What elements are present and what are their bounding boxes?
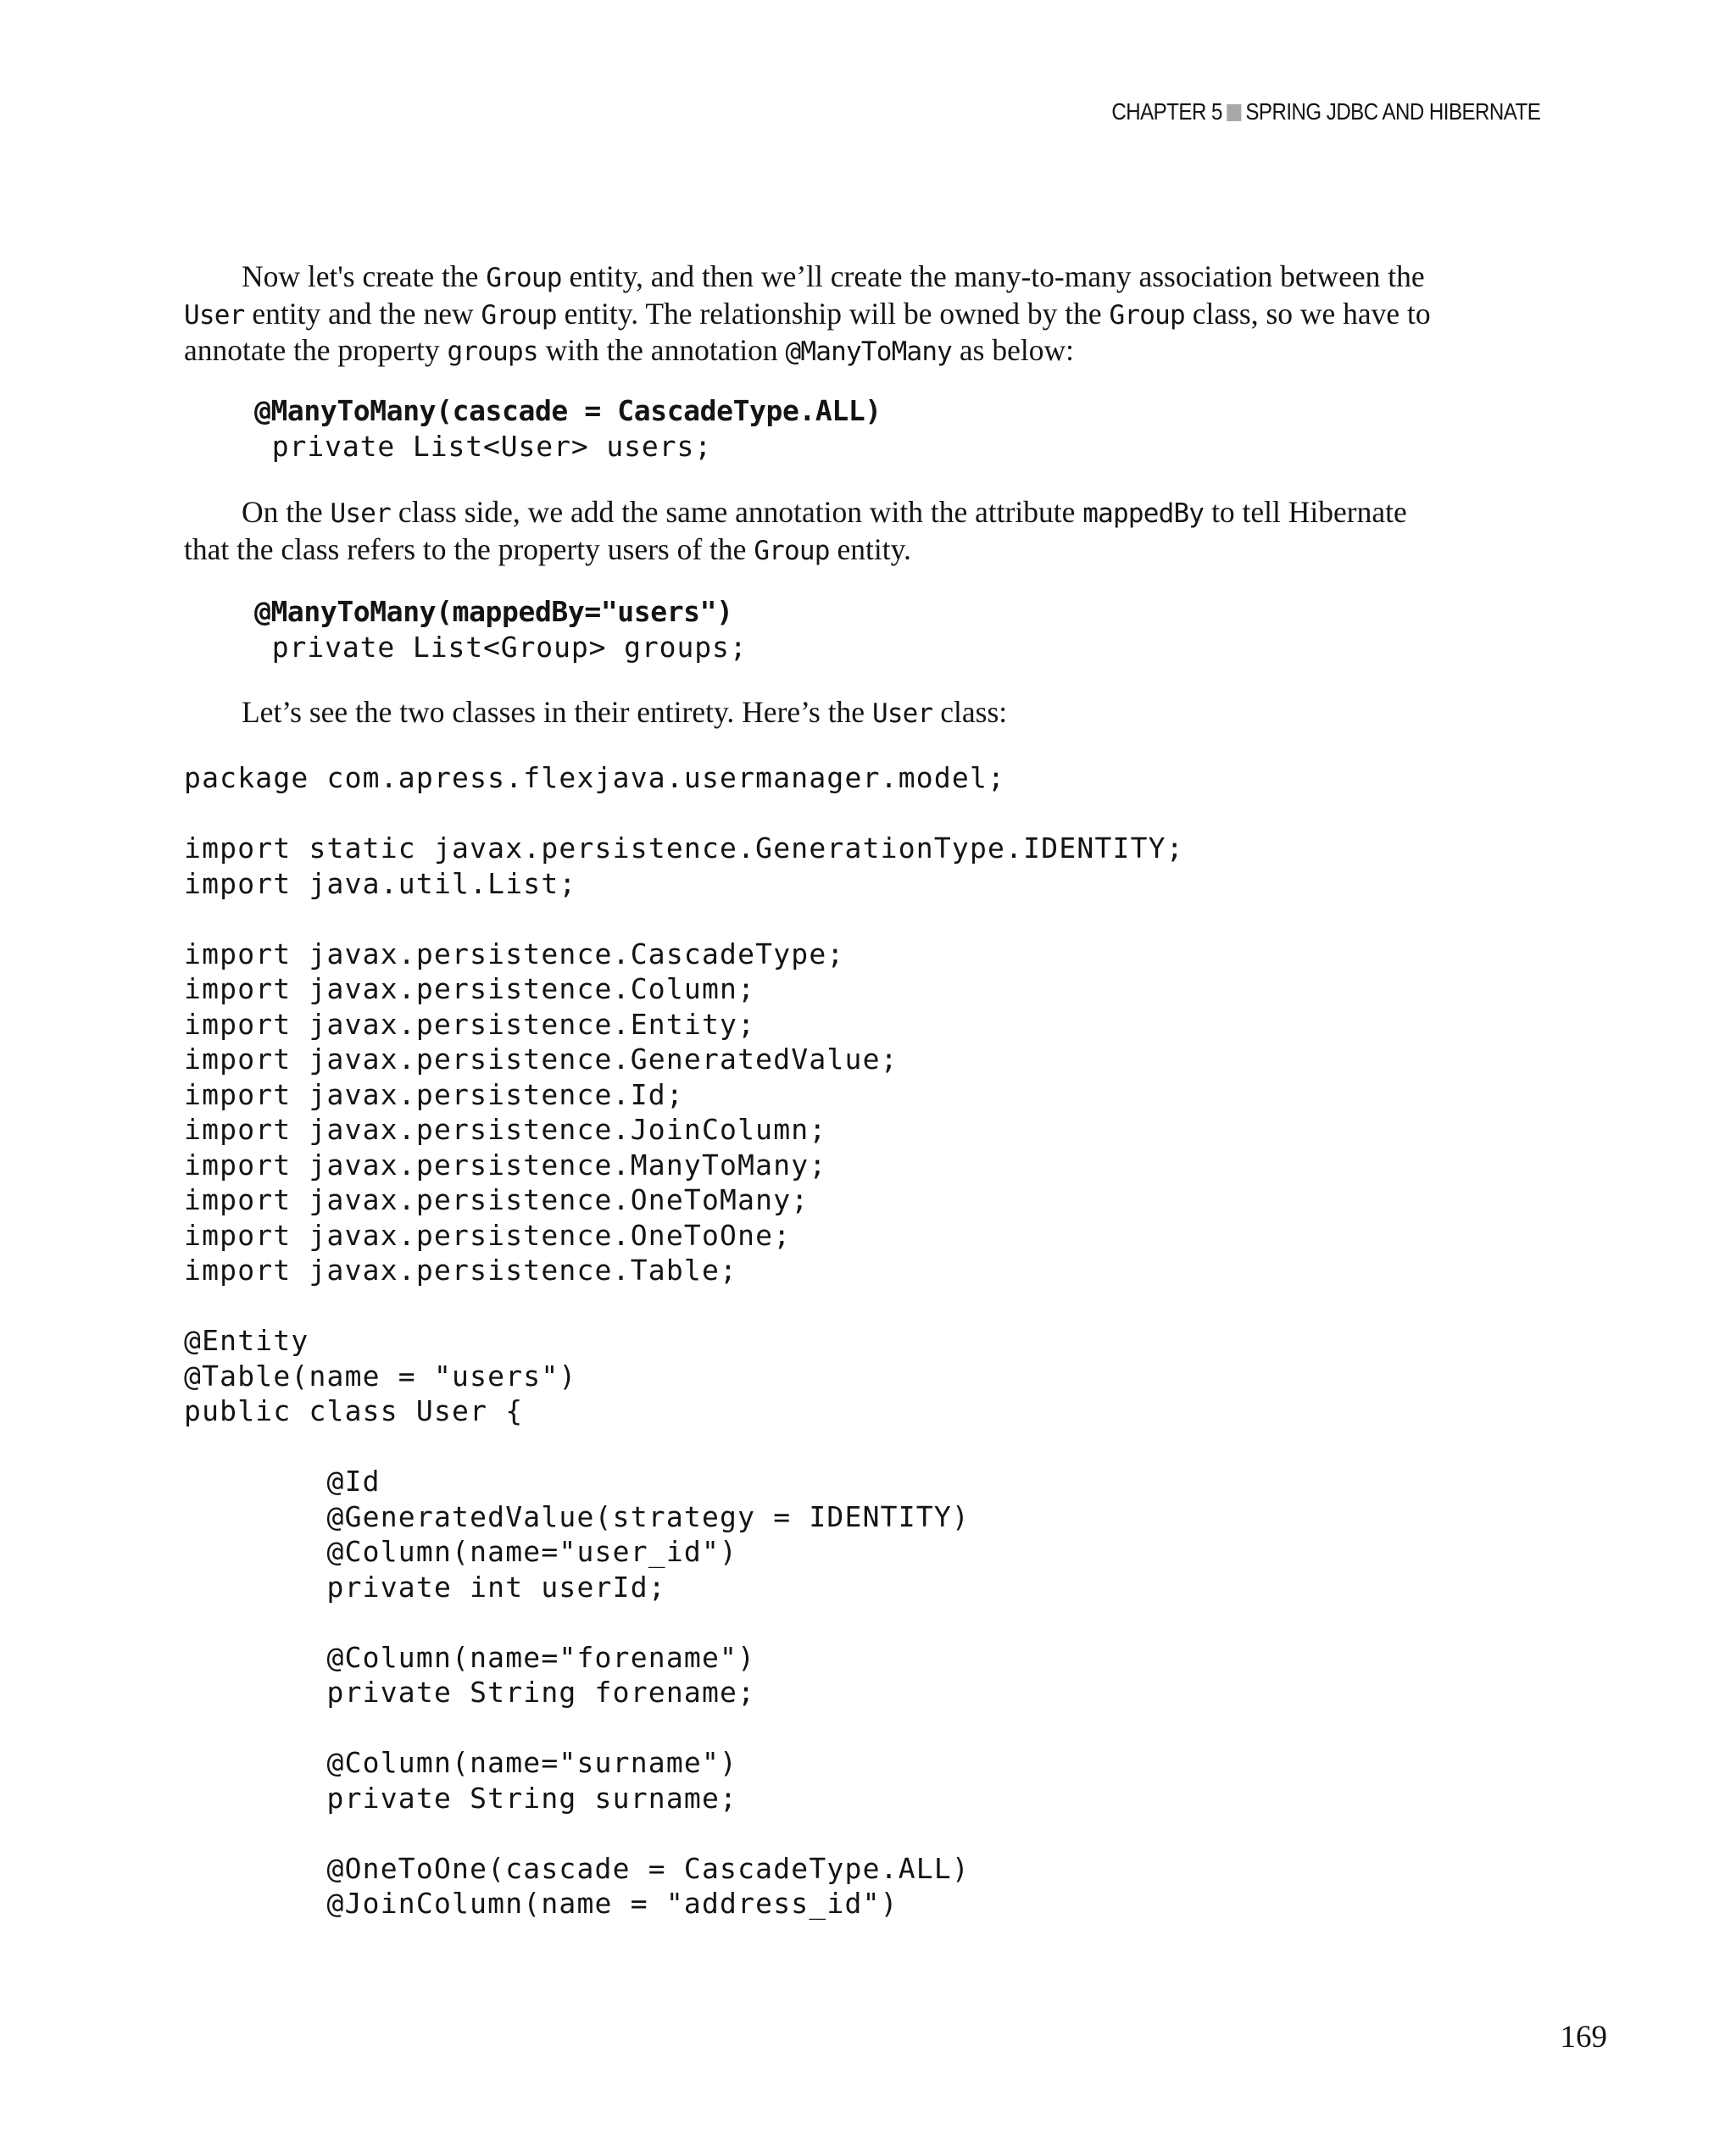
text-run: class side, we add the same annotation with the attribute [390, 495, 1083, 529]
running-head [1111, 97, 1540, 127]
paragraph-line [184, 532, 911, 566]
paragraph-line [184, 495, 1407, 529]
code-snippet-user-side [254, 594, 748, 665]
inline-code: Group [754, 535, 830, 566]
text-run: as below: [952, 333, 1074, 367]
text-run: entity and the new [244, 296, 481, 331]
code-line-field: private List<Group> groups; [271, 630, 748, 664]
chapter-title: SPRING JDBC AND HIBERNATE [1245, 98, 1540, 125]
text-run: entity. [829, 531, 911, 566]
text-run: entity, and then we’ll create the many-to-many association between the [561, 259, 1425, 293]
paragraph-user-side [184, 495, 1540, 569]
code-line-annotation: @ManyToMany(cascade = CascadeType.ALL) [254, 394, 882, 427]
code-listing-user-class: package com.apress.flexjava.usermanager.model; import static javax.persistence.GenerationType.IDENTITY; import java.util.List; import javax.persistence.CascadeType; import javax.persistence.Column; import javax.persistence.Entity; import javax.persistence.GeneratedValue; import javax.persistence.Id; import javax.persistence.JoinColumn; import javax.persistence.ManyToMany; import javax.persistence.OneToMany; import javax.persistence.OneToOne; import javax.persistence.Table; @Entity @Table(name = "users") public class User { @Id @GeneratedValue(strategy = IDENTITY) @Column(name="user_id") private int userId; @Column(name="forename") private String forename; @Column(name="surname") private String surname; @OneToOne(cascade = CascadeType.ALL) @JoinColumn(name = "address_id") [184, 761, 1184, 1920]
inline-code: Group [481, 299, 557, 331]
inline-code: Group [1109, 299, 1185, 331]
paragraph-line [184, 695, 1007, 729]
text-run: annotate the property [184, 333, 448, 367]
chapter-label: CHAPTER 5 [1111, 98, 1222, 125]
paragraph-line [184, 297, 1431, 331]
paragraph-line [184, 333, 1074, 367]
paragraph-group-entity [184, 259, 1540, 370]
inline-code: groups [447, 336, 538, 367]
text-run: On the [242, 495, 331, 529]
inline-code: User [184, 299, 245, 331]
text-run: that the class refers to the property users of the [184, 531, 754, 566]
inline-code: User [330, 498, 391, 529]
text-run: Let’s see the two classes in their entirety. Here’s the [242, 695, 872, 729]
text-run: class, so we have to [1184, 296, 1431, 331]
inline-code: @ManyToMany [785, 336, 953, 367]
text-run: to tell Hibernate [1204, 495, 1407, 529]
code-snippet-group-side [254, 393, 882, 464]
paragraph-classes-intro [184, 695, 1540, 732]
text-run: with the annotation [537, 333, 786, 367]
paragraph-line [184, 259, 1425, 293]
inline-code: mappedBy [1082, 498, 1205, 529]
page-number: 169 [1560, 2020, 1607, 2055]
square-separator-icon [1227, 104, 1241, 121]
text-run: entity. The relationship will be owned by the [556, 296, 1110, 331]
code-line-annotation: @ManyToMany(mappedBy="users") [254, 595, 733, 628]
inline-code: User [871, 698, 933, 729]
text-run: Now let's create the [242, 259, 487, 293]
inline-code: Group [486, 263, 562, 293]
text-run: class: [932, 695, 1008, 729]
code-line-field: private List<User> users; [271, 429, 712, 463]
